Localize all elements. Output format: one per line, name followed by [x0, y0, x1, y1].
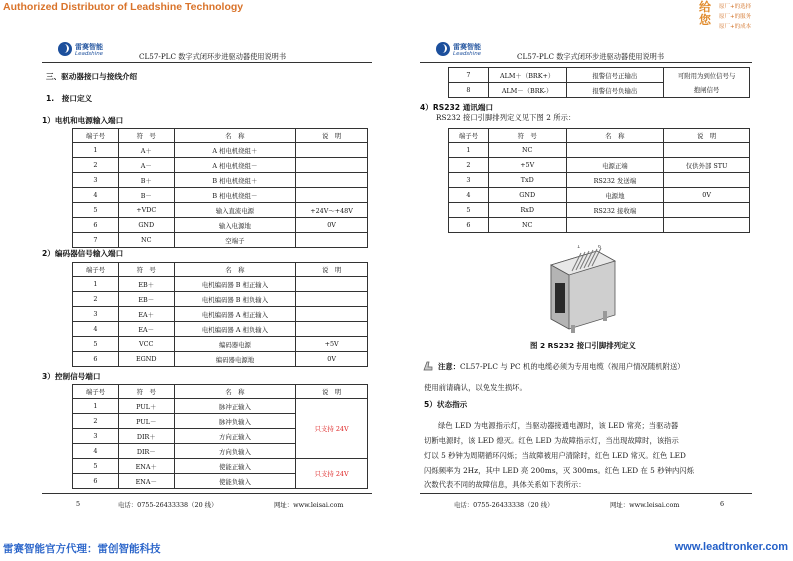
cell: 6	[73, 352, 119, 367]
cell	[664, 173, 750, 188]
table-row	[449, 188, 750, 203]
cell: A＋	[118, 143, 174, 158]
rs232-intro: RS232 接口引脚排列定义见下图 2 所示：	[436, 113, 576, 122]
cell: 报警信号负输出	[566, 83, 664, 98]
cell: 使能正输入	[174, 459, 296, 474]
cell	[664, 143, 750, 158]
cell: EB－	[118, 292, 174, 307]
note-24v-2: 只支持 24V	[296, 459, 368, 489]
cell: 3	[73, 307, 119, 322]
leadshine-logo-icon	[58, 42, 72, 56]
cell: 4	[73, 444, 119, 459]
connector-leg-left	[571, 325, 575, 333]
table-row	[449, 218, 750, 233]
col-header: 端子号	[73, 263, 119, 277]
cell: EA－	[118, 322, 174, 337]
table-row	[73, 292, 368, 307]
cell: 电机编码器 B 相正输入	[174, 277, 296, 292]
cell	[566, 143, 664, 158]
cell: RS232 接收端	[566, 203, 664, 218]
cell: 报警信号正输出	[566, 68, 664, 83]
note-24v-1: 只支持 24V	[296, 399, 368, 459]
table-row	[73, 233, 368, 248]
rs232-table	[448, 128, 750, 233]
cell: 3	[73, 429, 119, 444]
logo-char-1: 给	[699, 0, 712, 14]
cell: 6	[73, 218, 119, 233]
cell: 2	[449, 158, 489, 173]
cell: +5V	[488, 158, 566, 173]
cell: 编码器电源地	[174, 352, 296, 367]
page-footer	[420, 493, 752, 513]
cell: RS232 发送端	[566, 173, 664, 188]
cell: A－	[118, 158, 174, 173]
cell: ENA＋	[118, 459, 174, 474]
cell: EB＋	[118, 277, 174, 292]
col-header: 符 号	[118, 263, 174, 277]
page-number: 6	[720, 500, 725, 508]
cell	[664, 218, 750, 233]
cell: ENA－	[118, 474, 174, 489]
table-row	[449, 158, 750, 173]
cell: 2	[73, 414, 119, 429]
col-header: 符 号	[488, 129, 566, 143]
section-interface: 1. 接口定义	[46, 94, 93, 103]
cell: DIR＋	[118, 429, 174, 444]
power-table	[72, 128, 368, 248]
cell: 仅供外部 STU	[664, 158, 750, 173]
col-header: 说 明	[664, 129, 750, 143]
cell: B 相电机绕组＋	[174, 173, 296, 188]
cell: 5	[73, 203, 119, 218]
logo-char-2: 您	[699, 13, 712, 27]
cell: RxD	[488, 203, 566, 218]
cell: 0V	[296, 352, 368, 367]
page-5	[42, 34, 372, 514]
cell: 电源正端	[566, 158, 664, 173]
cell: 7	[73, 233, 119, 248]
pin-label-1: 1	[577, 245, 581, 250]
status-line-1: 绿色 LED 为电源指示灯，当驱动器接通电源时，该 LED 常亮；当驱动器	[438, 421, 679, 430]
col-header: 说 明	[296, 129, 368, 143]
connector-opening	[555, 283, 565, 313]
table-row	[449, 143, 750, 158]
status-line-5: 次数代表不同的故障信息，具体关系如下表所示：	[424, 480, 586, 489]
cell	[296, 292, 368, 307]
col-header: 名 称	[174, 129, 296, 143]
cell: B＋	[118, 173, 174, 188]
col-header: 端子号	[73, 129, 119, 143]
cell: ALM＋（BRK+）	[488, 68, 566, 83]
cell: B 相电机绕组－	[174, 188, 296, 203]
cell: NC	[488, 218, 566, 233]
table-row	[73, 158, 368, 173]
cell: 7	[449, 68, 489, 83]
cell: ALM－（BRK-）	[488, 83, 566, 98]
page-6	[420, 34, 752, 514]
cell: B－	[118, 188, 174, 203]
cell: 4	[73, 322, 119, 337]
chapter-title: 三、驱动器接口与接线介绍	[46, 72, 138, 81]
slogan-1: 原厂+的选择	[719, 4, 752, 10]
cell	[296, 307, 368, 322]
cell: 0V	[664, 188, 750, 203]
table-row	[73, 337, 368, 352]
table-row	[73, 352, 368, 367]
cell: 1	[73, 277, 119, 292]
table-row	[73, 203, 368, 218]
cell: A 相电机绕组－	[174, 158, 296, 173]
cell: 5	[73, 459, 119, 474]
cell: 2	[73, 292, 119, 307]
heading-control: 3）控制信号端口	[42, 372, 101, 381]
cell: 脉冲负输入	[174, 414, 296, 429]
heading-rs232: 4）RS232 通讯端口	[420, 103, 494, 112]
logo-cn: 雷赛智能	[75, 43, 103, 51]
cell	[296, 173, 368, 188]
cell: 2	[73, 158, 119, 173]
cell: EA＋	[118, 307, 174, 322]
cell: VCC	[118, 337, 174, 352]
col-header: 名 称	[566, 129, 664, 143]
cell: 0V	[296, 218, 368, 233]
page-footer	[42, 493, 372, 513]
cell: 输入直流电源	[174, 203, 296, 218]
cell: 6	[449, 218, 489, 233]
cell: GND	[118, 218, 174, 233]
note-label: 注意：	[438, 362, 461, 371]
col-header: 说 明	[296, 263, 368, 277]
cell: 1	[73, 143, 119, 158]
footer-web: 网址：www.leisai.com	[274, 501, 344, 509]
logo-chars	[699, 1, 711, 27]
cell: 可附用为到位信号与	[664, 68, 750, 83]
status-line-4: 闪烁频率为 2Hz，其中 LED 亮 200ms，灭 300ms。红色 LED 在 5 秒钟内闪烁	[424, 466, 694, 475]
leadshine-logo-icon	[436, 42, 450, 56]
note-line-1	[438, 360, 685, 375]
rj45-connector-illustration	[541, 245, 621, 333]
cell: TxD	[488, 173, 566, 188]
table-row	[73, 188, 368, 203]
status-line-3: 灯以 5 秒钟为周期循环闪烁；当故障被用户清除时，红色 LED 常灭。红色 LED	[424, 451, 686, 460]
cell: 电源地	[566, 188, 664, 203]
logo-en: Leadshine	[453, 51, 482, 57]
cell	[296, 143, 368, 158]
figure-caption: 图 2 RS232 接口引脚排列定义	[530, 341, 636, 350]
cell: +VDC	[118, 203, 174, 218]
page-header	[420, 38, 752, 63]
cell: 5	[73, 337, 119, 352]
cell: 输入电源地	[174, 218, 296, 233]
cell: PUL＋	[118, 399, 174, 414]
table-row	[73, 143, 368, 158]
table-row	[449, 203, 750, 218]
cell: +5V	[296, 337, 368, 352]
cell: DIR－	[118, 444, 174, 459]
header-title: CL57-PLC 数字式闭环步进驱动器使用说明书	[139, 52, 287, 61]
encoder-table	[72, 262, 368, 367]
table-row	[73, 173, 368, 188]
cell: +24V～+48V	[296, 203, 368, 218]
cell: 4	[73, 188, 119, 203]
cell	[296, 158, 368, 173]
cell: NC	[488, 143, 566, 158]
control-table	[72, 384, 368, 489]
cell: 1	[449, 143, 489, 158]
cell	[566, 218, 664, 233]
distributor-banner: Authorized Distributor of Leadshine Technology	[3, 1, 244, 13]
page-number: 5	[76, 500, 81, 508]
note-text: CL57-PLC 与 PC 机的电缆必须为专用电缆（视用户情况随机附送）	[460, 362, 685, 371]
note-line-2: 使用前请确认，以免发生损坏。	[424, 383, 527, 392]
cell: 方向负输入	[174, 444, 296, 459]
cell: GND	[488, 188, 566, 203]
col-header: 端子号	[73, 385, 119, 399]
col-header: 名 称	[174, 263, 296, 277]
footer-web: 网址：www.leisai.com	[610, 501, 680, 509]
header-title: CL57-PLC 数字式闭环步进驱动器使用说明书	[517, 52, 665, 61]
alarm-table-continued	[448, 67, 750, 98]
page-header	[42, 38, 372, 63]
cell: 空端子	[174, 233, 296, 248]
cell	[296, 277, 368, 292]
cell: 3	[73, 173, 119, 188]
heading-encoder: 2）编码器信号输入端口	[42, 249, 124, 258]
table-row	[73, 399, 368, 414]
cell: 编码器电源	[174, 337, 296, 352]
col-header: 说 明	[296, 385, 368, 399]
cell: 电机编码器 B 相负输入	[174, 292, 296, 307]
cell: 抱闸信号	[664, 83, 750, 98]
logo-en: Leadshine	[75, 51, 104, 57]
table-row	[73, 322, 368, 337]
cell: 4	[449, 188, 489, 203]
table-row	[73, 277, 368, 292]
footer-phone: 电话：0755-26433338（20 线）	[454, 501, 554, 509]
col-header: 符 号	[118, 129, 174, 143]
table-row	[73, 459, 368, 474]
cell	[296, 322, 368, 337]
cell: 6	[73, 474, 119, 489]
cell	[296, 188, 368, 203]
cell	[296, 233, 368, 248]
cell: 5	[449, 203, 489, 218]
col-header: 名 称	[174, 385, 296, 399]
slogan-2: 原厂+的服务	[719, 14, 752, 20]
status-line-2: 切断电源时，该 LED 熄灭。红色 LED 为故障指示灯，当出现故障时，该指示	[424, 436, 679, 445]
distributor-logo	[699, 1, 787, 35]
cell: 脉冲正输入	[174, 399, 296, 414]
table-row	[449, 68, 750, 83]
cell: 使能负输入	[174, 474, 296, 489]
table-row	[73, 218, 368, 233]
cell: EGND	[118, 352, 174, 367]
col-header: 符 号	[118, 385, 174, 399]
heading-status: 5）状态指示	[424, 400, 468, 409]
table-row	[449, 173, 750, 188]
col-header: 端子号	[449, 129, 489, 143]
cell: 8	[449, 83, 489, 98]
cell: NC	[118, 233, 174, 248]
cell: 3	[449, 173, 489, 188]
cell: 方向正输入	[174, 429, 296, 444]
footer-phone: 电话：0755-26433338（20 线）	[118, 501, 218, 509]
heading-power: 1）电机和电源输入端口	[42, 116, 124, 125]
agent-banner: 雷赛智能官方代理：雷创智能科技	[3, 543, 161, 555]
cell: PUL－	[118, 414, 174, 429]
cell: 1	[73, 399, 119, 414]
connector-leg-right	[603, 311, 607, 321]
table-row	[73, 307, 368, 322]
cell: A 相电机绕组＋	[174, 143, 296, 158]
logo-cn: 雷赛智能	[453, 43, 481, 51]
website-link[interactable]: www.leadtronker.com	[674, 541, 788, 553]
slogan-3: 原厂+的成本	[719, 24, 752, 30]
pin-label-6: 6	[598, 245, 602, 250]
warning-hand-icon	[422, 360, 434, 372]
table-row	[449, 83, 750, 98]
cell: 电机编码器 A 相正输入	[174, 307, 296, 322]
cell	[664, 203, 750, 218]
cell: 电机编码器 A 相负输入	[174, 322, 296, 337]
